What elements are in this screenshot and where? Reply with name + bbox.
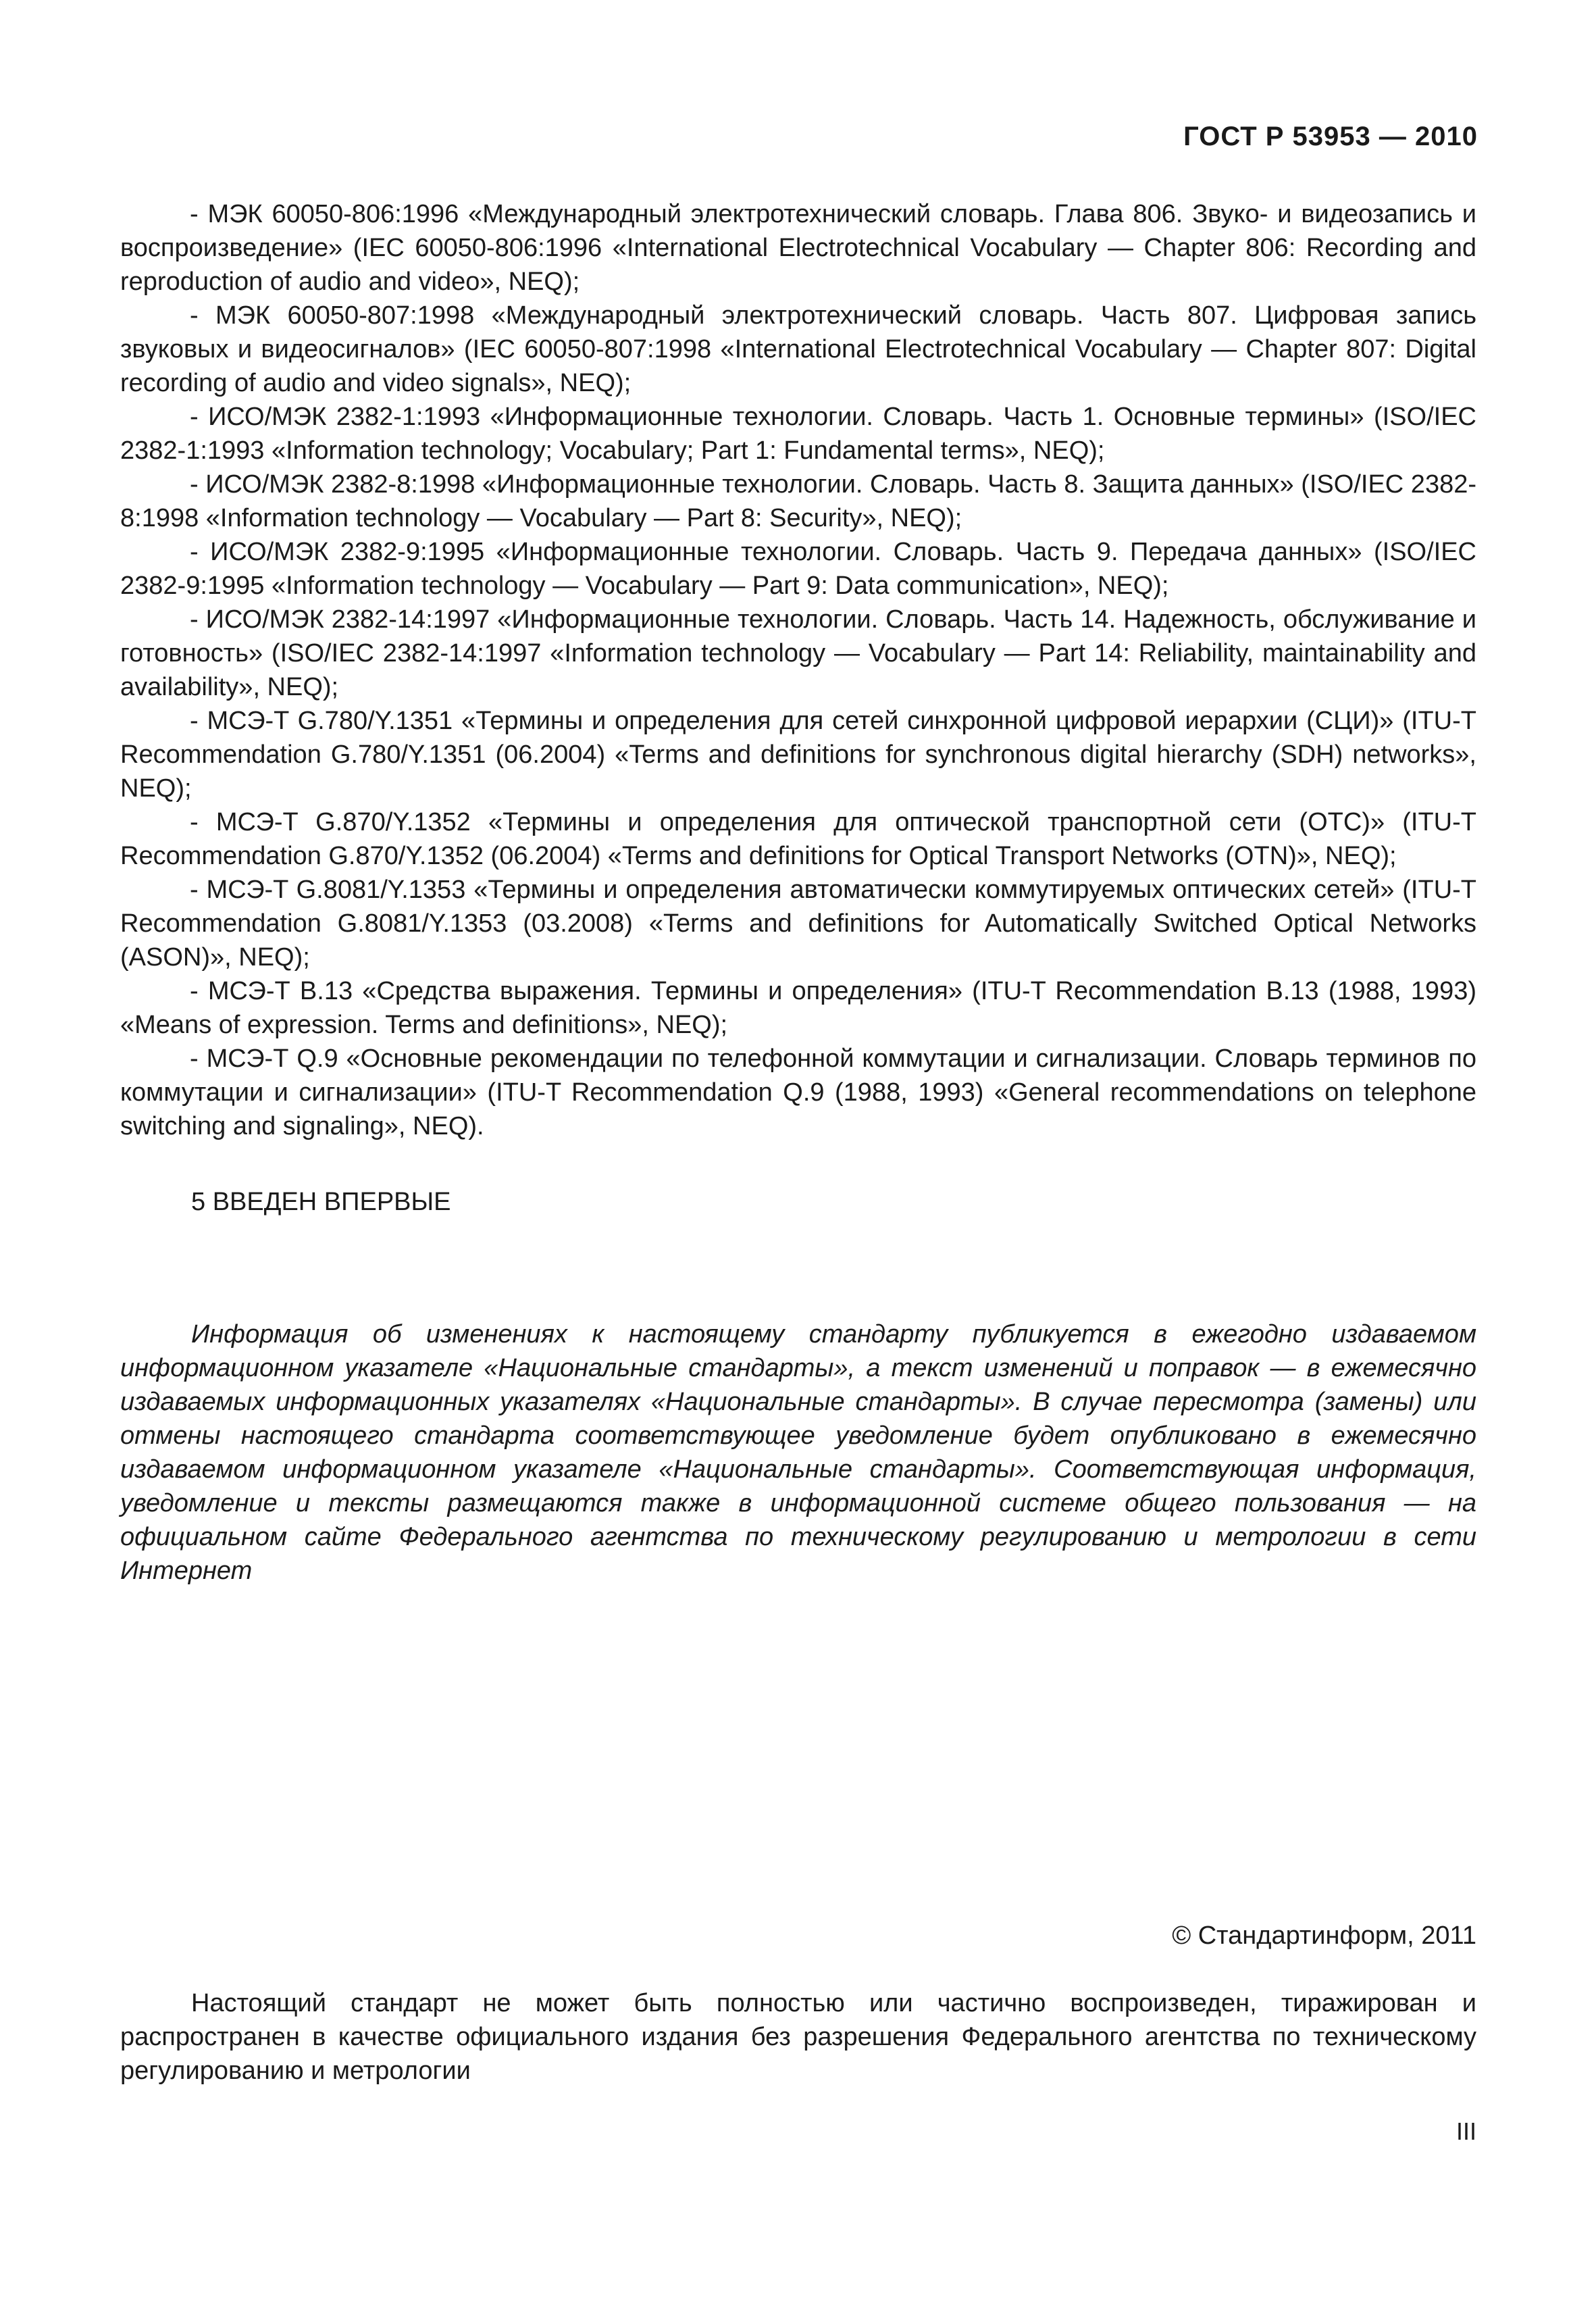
page-number: III <box>1456 2117 1476 2145</box>
reference-item: - МСЭ-T G.780/Y.1351 «Термины и определения для сетей синхронной цифровой иерархии (СЦИ)» (ITU-T Recommendation G.780/Y.1351 (06.2004) «Terms and definitions for synchronous digital hierarchy (SDH) networks», NEQ); <box>120 707 1476 803</box>
reference-item: - ИСО/МЭК 2382-9:1995 «Информационные технологии. Словарь. Часть 9. Передача данных» (ISO/IEC 2382-9:1995 «Information technology — Vocabulary — Part 9: Data communication», NEQ); <box>120 538 1476 600</box>
reference-item: - ИСО/МЭК 2382-8:1998 «Информационные технологии. Словарь. Часть 8. Защита данных» (ISO/IEC 2382-8:1998 «Information technology — Vocabulary — Part 8: Security», NEQ); <box>120 470 1476 532</box>
amendments-info-notice: Информация об изменениях к настоящему стандарту публикуется в ежегодно издаваемом информационном указателе «Национальные стандарты», а текст изменений и поправок — в ежемесячно издаваемых информационных указателях «Национальные стандарты». В случае пересмотра (замены) или отмены настоящего стандарта соответствующее уведомление будет опубликовано в ежемесячно издаваемом информационном указателе «Национальные стандарты». Соответствующая информация, уведомление и тексты размещаются также в информационной системе общего пользования — на официальном сайте Федерального агентства по техническому регулированию и метрологии в сети Интернет <box>120 1320 1476 1585</box>
reproduction-notice: Настоящий стандарт не может быть полностью или частично воспроизведен, тиражирован и распространен в качестве официального издания без разрешения Федерального агентства по техническому регулированию и метрологии <box>120 1989 1476 2085</box>
reference-item: - ИСО/МЭК 2382-1:1993 «Информационные технологии. Словарь. Часть 1. Основные термины» (ISO/IEC 2382-1:1993 «Information technology; Vocabulary; Part 1: Fundamental terms», NEQ); <box>120 403 1476 465</box>
reference-item: - МЭК 60050-807:1998 «Международный электротехнический словарь. Часть 807. Цифровая запись звуковых и видеосигналов» (IEC 60050-807:1998 «International Electrotechnical Vocabulary — Chapter 807: Digital recording of audio and video signals», NEQ); <box>120 301 1476 397</box>
reference-item: - МСЭ-T G.8081/Y.1353 «Термины и определения автоматически коммутируемых оптических сетей» (ITU-T Recommendation G.8081/Y.1353 (03.2008) «Terms and definitions for Automatically Switched Optical Networks (ASON)», NEQ); <box>120 876 1476 972</box>
reference-item: - МСЭ-T G.870/Y.1352 «Термины и определения для оптической транспортной сети (ОТС)» (ITU-T Recommendation G.870/Y.1352 (06.2004) «Terms and definitions for Optical Transport Networks (OTN)», NEQ); <box>120 808 1476 870</box>
reference-item: - МСЭ-Т B.13 «Средства выражения. Термины и определения» (ITU-T Recommendation B.13 (1988, 1993) «Means of expression. Terms and definitions», NEQ); <box>120 977 1476 1039</box>
reference-item: - ИСО/МЭК 2382-14:1997 «Информационные технологии. Словарь. Часть 14. Надежность, обслуживание и готовность» (ISO/IEC 2382-14:1997 «Information technology — Vocabulary — Part 14: Reliability, maintainability and availability», NEQ); <box>120 605 1476 701</box>
intro-clause: 5 ВВЕДЕН ВПЕРВЫЕ <box>191 1188 451 1216</box>
normative-references-list <box>120 197 1476 1143</box>
copyright-line: © Стандартинформ, 2011 <box>1172 1921 1476 1950</box>
standard-code-header: ГОСТ Р 53953 — 2010 <box>1183 122 1478 151</box>
reference-item: - МЭК 60050-806:1996 «Международный электротехнический словарь. Глава 806. Звуко- и видеозапись и воспроизведение» (IEC 60050-806:1996 «International Electrotechnical Vocabulary — Chapter 806: Recording and reproduction of audio and video», NEQ); <box>120 200 1476 296</box>
reference-item: - МСЭ-Т Q.9 «Основные рекомендации по телефонной коммутации и сигнализации. Словарь терминов по коммутации и сигнализации» (ITU-T Recommendation Q.9 (1988, 1993) «General recommendations on telephone switching and signaling», NEQ). <box>120 1045 1476 1140</box>
